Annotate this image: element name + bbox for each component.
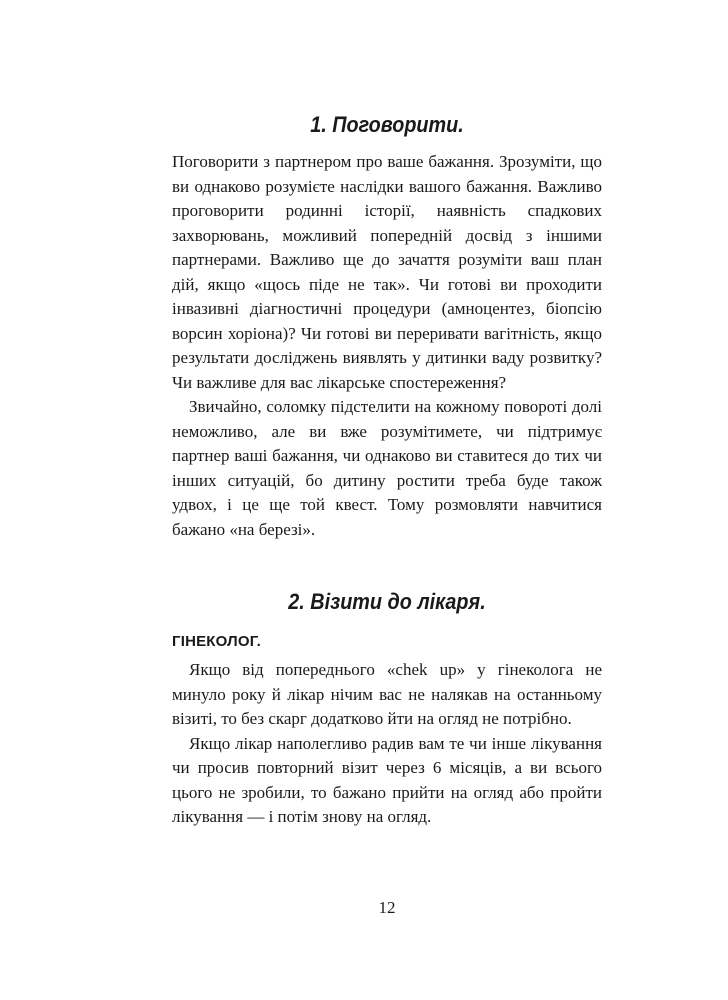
section-heading-talk: 1. Поговорити.	[310, 112, 464, 137]
subheading-gynecologist: ГІНЕКОЛОГ.	[172, 633, 261, 650]
paragraph: Поговорити з партнером про ваше бажання. Зрозуміти, що ви однаково розумієте наслідки вашого бажання. Важливо проговорити родинні історії, наявність спадкових захворювань, можливий попередній досвід з іншими партнерами. Важливо ще до зачаття розуміти ваш план дій, якщо «щось піде не так». Чи готові ви проходити інвазивні діагностичні процедури (амноцентез, біопсію ворсин хоріона)? Чи готові ви переривати вагітність, якщо результати досліджень виявлять у дитинки ваду розвитку? Чи важливе для вас лікарське спостереження?	[172, 152, 602, 392]
paragraph: Якщо лікар наполегливо радив вам те чи інше лікування чи просив повторний візит через 6 місяців, а ви всього цього не зробили, то бажано прийти на огляд або пройти лікування — і потім знову на огляд.	[172, 733, 602, 826]
paragraph: Звичайно, соломку підстелити на кожному повороті долі неможливо, але ви вже розумітимете, чи підтримує партнер ваші бажання, чи однаково ви ставитеся до тих чи інших ситуацій, бо дитину ростити треба буде також удвох, і це ще той квест. Тому розмовляти навчитися бажано «на березі».	[172, 397, 602, 539]
book-page	[172, 0, 602, 1000]
paragraph: Якщо від попереднього «chek up» у гінеколога не минуло року й лікар нічим вас не налякав на останньому візиті, то без скарг додатково йти на огляд не потрібно.	[172, 660, 602, 728]
page-number: 12	[378, 898, 396, 917]
section-body-talk	[172, 150, 602, 542]
section-heading-doctor-visits: 2. Візити до лікаря.	[288, 589, 486, 614]
section-body-doctor-visits	[172, 658, 602, 830]
